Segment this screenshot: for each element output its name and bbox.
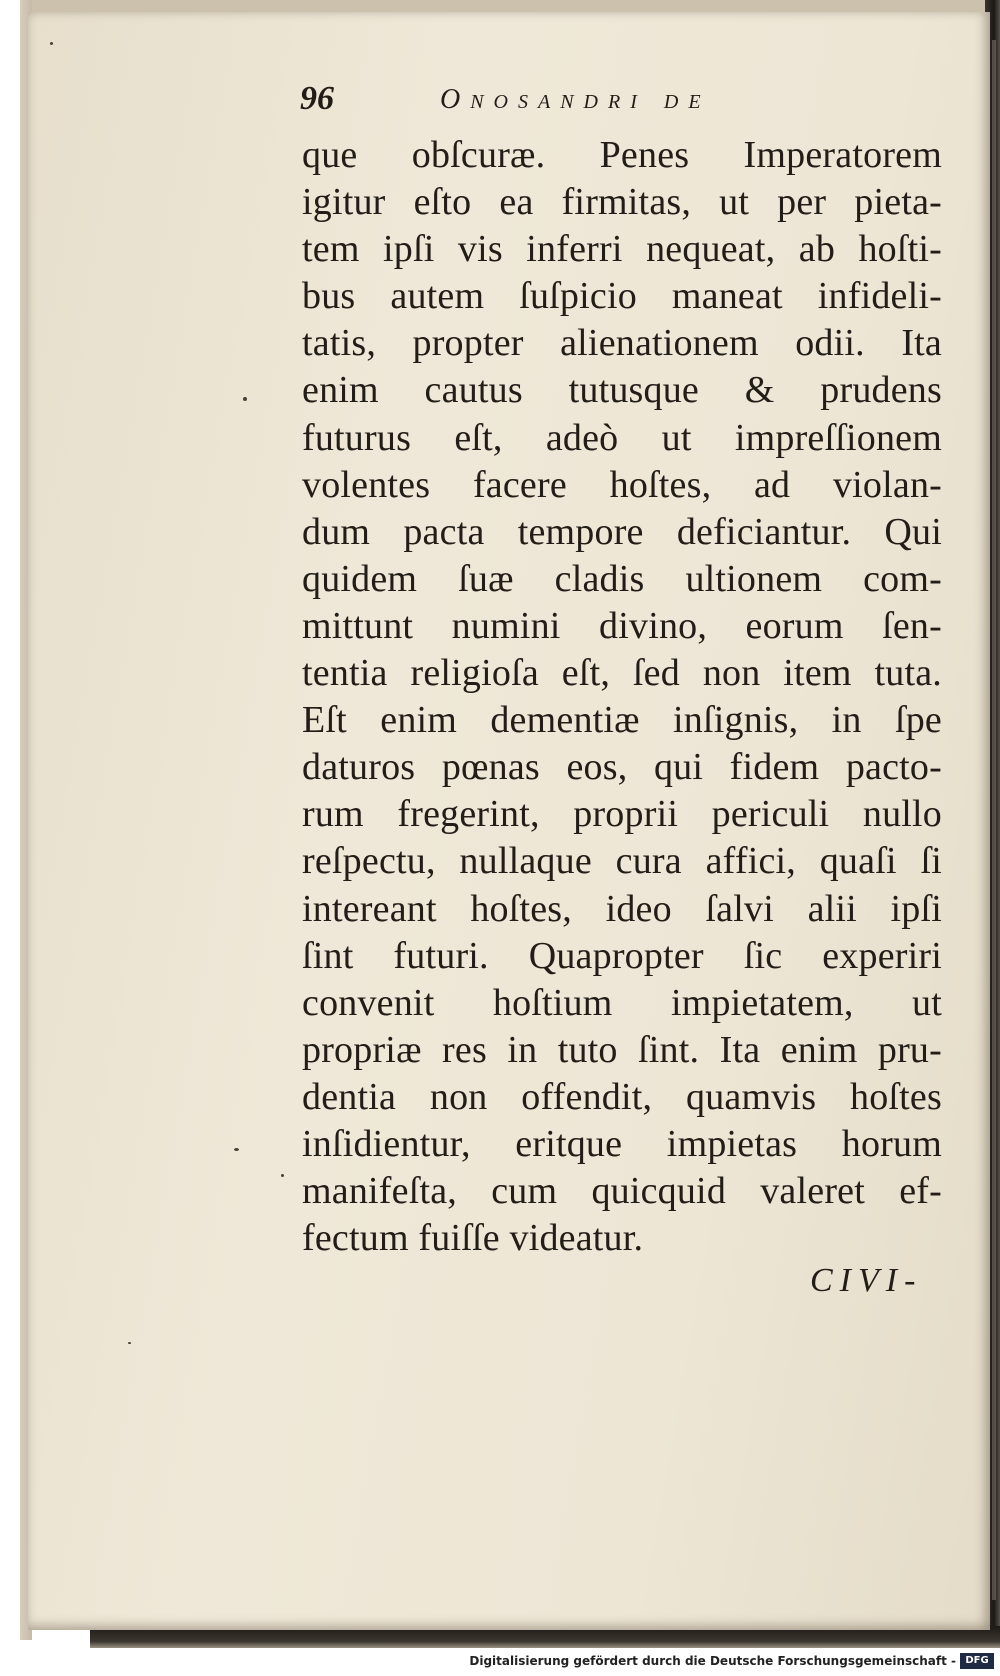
text-line: tentia religioſa eſt, ſed non item tuta.: [302, 652, 942, 695]
text-line: manifeſta, cum quicquid valeret ef-: [302, 1170, 942, 1213]
text-line: quidem ſuæ cladis ultionem com-: [302, 557, 942, 600]
footer-bar: [0, 1648, 1000, 1676]
running-title: Onosandri de: [440, 84, 711, 115]
catchword: CIVI-: [810, 1262, 923, 1299]
text-line: ſint futuri. Quapropter ſic experiri: [302, 934, 942, 977]
dfg-logo: DFG: [960, 1653, 994, 1669]
text-line: igitur eſto ea firmitas, ut per pieta-: [302, 181, 942, 224]
text-line: dentia non offendit, quamvis hoſtes: [302, 1075, 942, 1118]
text-line: dum pacta tempore deficiantur. Qui: [302, 510, 942, 553]
text-line: convenit hoſtium impietatem, ut: [302, 981, 942, 1024]
text-line: Eſt enim dementiæ inſignis, in ſpe: [302, 699, 942, 742]
text-line: rum fregerint, proprii periculi nullo: [302, 793, 942, 836]
text-line: que obſcuræ. Penes Imperatorem: [302, 134, 942, 176]
page-header: [300, 80, 860, 130]
paper-speck: [243, 397, 247, 401]
paper-speck: [281, 1174, 284, 1177]
text-line: volentes facere hoſtes, ad violan-: [302, 463, 942, 506]
text-line: intereant hoſtes, ideo ſalvi alii ipſi: [302, 887, 942, 930]
paper-speck: [128, 1342, 131, 1344]
text-line: propriæ res in tuto ſint. Ita enim pru-: [302, 1028, 942, 1071]
text-line: tatis, propter alienationem odii. Ita: [302, 322, 942, 365]
paper-speck: [234, 1148, 239, 1151]
text-line: inſidientur, eritque impietas horum: [302, 1122, 942, 1165]
funding-credit: Digitalisierung gefördert durch die Deutsche Forschungsgemeinschaft -: [469, 1654, 956, 1668]
text-line: futurus eſt, adeò ut impreſſionem: [302, 416, 942, 459]
text-line: fectum fuiſſe videatur.: [302, 1217, 644, 1260]
text-line: enim cautus tutusque & prudens: [302, 369, 942, 412]
text-line: bus autem ſuſpicio maneat infideli-: [302, 275, 942, 318]
text-line: reſpectu, nullaque cura affici, quaſi ſi: [302, 840, 942, 883]
text-line: mittunt numini divino, eorum ſen-: [302, 604, 942, 647]
book-edge-right-detail: [992, 40, 996, 1600]
paper-speck: [50, 42, 53, 45]
text-line: daturos pœnas eos, qui fidem pacto-: [302, 746, 942, 789]
body-text: [302, 132, 942, 1262]
text-line: tem ipſi vis inferri nequeat, ab hoſti-: [302, 228, 942, 271]
page-number: 96: [300, 80, 334, 117]
